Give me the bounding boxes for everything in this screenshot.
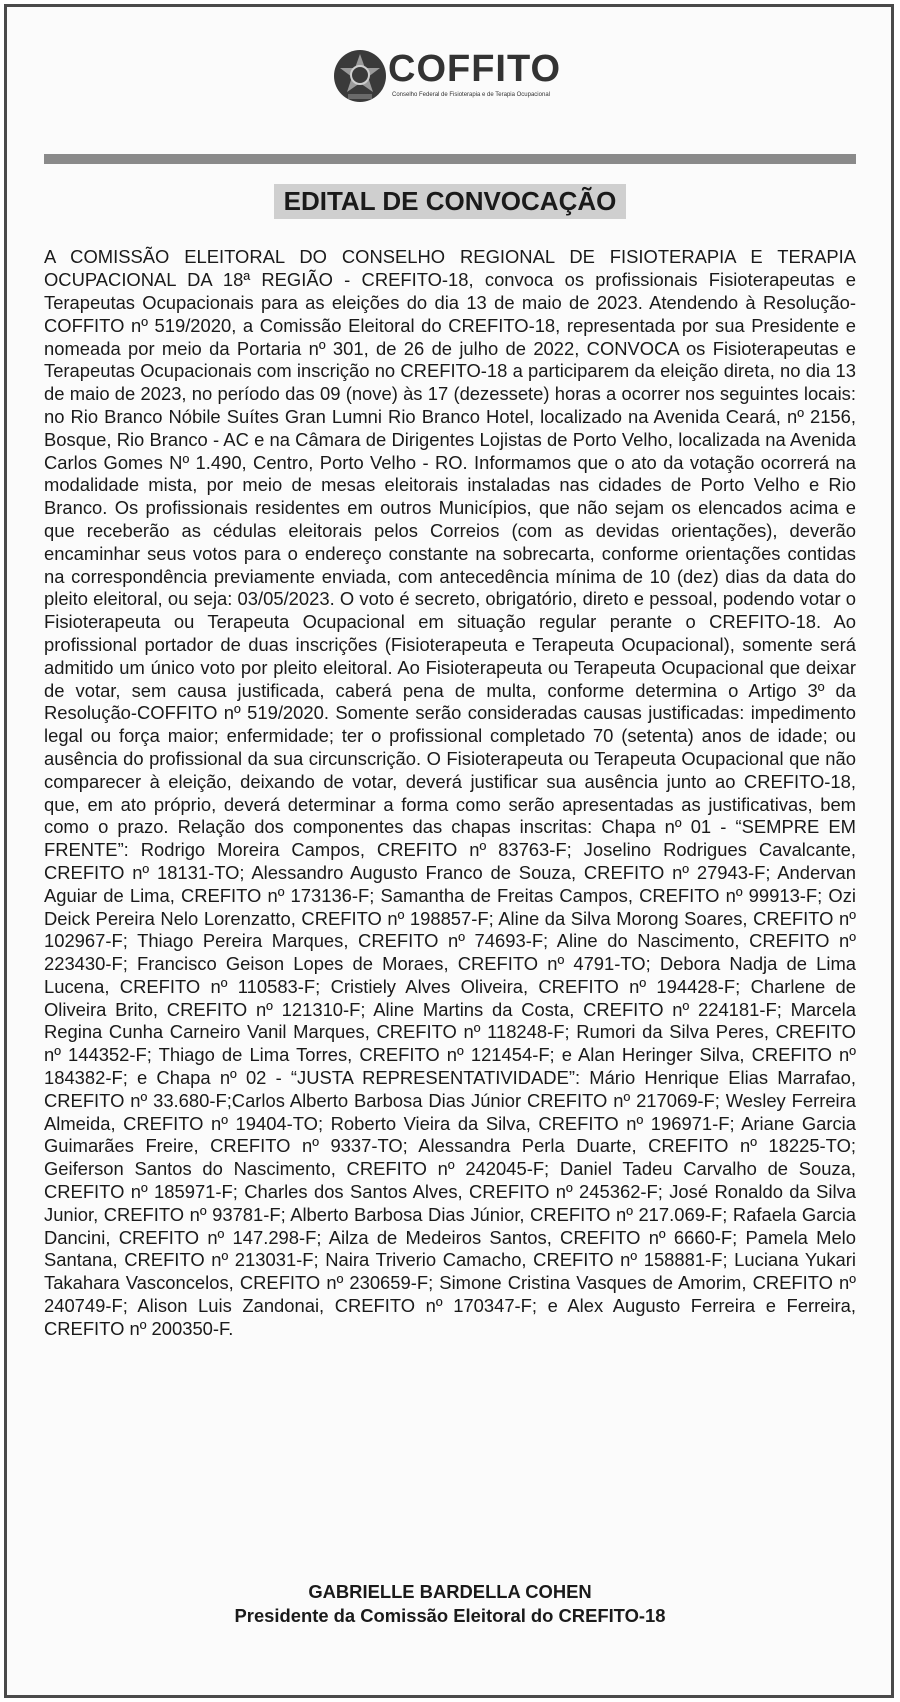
logo-wordmark: COFFITO [388, 48, 562, 90]
signature-block [0, 1580, 900, 1628]
header-rule [44, 154, 856, 164]
logo-subtitle: Conselho Federal de Fisioterapia e de Terapia Ocupacional [392, 92, 550, 98]
signatory-name: GABRIELLE BARDELLA COHEN [308, 1581, 592, 1602]
notice-body: A COMISSÃO ELEITORAL DO CONSELHO REGIONAL DE FISIOTERAPIA E TERAPIA OCUPACIONAL DA 18ª REGIÃO - CREFITO-18, convoca os profissionais Fisioterapeutas e Terapeutas Ocupacionais para as eleições do dia 13 de maio de 2023. Atendendo à Resolução-COFFITO nº 519/2020, a Comissão Eleitoral do CREFITO-18, representada por sua Presidente e nomeada por meio da Portaria nº 301, de 26 de julho de 2022, CONVOCA os Fisioterapeutas e Terapeutas Ocupacionais com inscrição no CREFITO-18 a participarem da eleição direta, no dia 13 de maio de 2023, no período das 09 (nove) às 17 (dezessete) horas a ocorrer nos seguintes locais: no Rio Branco Nóbile Suítes Gran Lumni Rio Branco Hotel, localizado na Avenida Ceará, nº 2156, Bosque, Rio Branco - AC e na Câmara de Dirigentes Lojistas de Porto Velho, localizada na Avenida Carlos Gomes Nº 1.490, Centro, Porto Velho - RO. Informamos que o ato da votação ocorrerá na modalidade mista, por meio de mesas eleitorais instaladas nas cidades de Porto Velho e Rio Branco. Os profissionais residentes em outros Municípios, que não sejam os elencados acima e que receberão as cédulas eleitorais pelos Correios (com as devidas orientações), deverão encaminhar seus votos para o endereço constante na sobrecarta, conforme orientações contidas na correspondência previamente enviada, com antecedência mínima de 10 (dez) dias da data do pleito eleitoral, ou seja: 03/05/2023. O voto é secreto, obrigatório, direto e pessoal, podendo votar o Fisioterapeuta ou Terapeuta Ocupacional em situação regular perante o CREFITO-18. Ao profissional portador de duas inscrições (Fisioterapeuta e Terapeuta Ocupacional), somente será admitido um único voto por pleito eleitoral. Ao Fisioterapeuta ou Terapeuta Ocupacional que deixar de votar, sem causa justificada, caberá pena de multa, conforme determina o Artigo 3º da Resolução-COFFITO nº 519/2020. Somente serão consideradas causas justificadas: impedimento legal ou força maior; enfermidade; ter o profissional completado 70 (setenta) anos de idade; ou ausência do profissional da sua circunscrição. O Fisioterapeuta ou Terapeuta Ocupacional que não comparecer à eleição, deixando de votar, deverá justificar sua ausência junto ao CREFITO-18, que, em ato próprio, deverá determinar a forma como serão apresentadas as justificativas, bem como o prazo. Relação dos componentes das chapas inscritas: Chapa nº 01 - “SEMPRE EM FRENTE”: Rodrigo Moreira Campos, CREFITO nº 83763-F; Joselino Rodrigues Cavalcante, CREFITO nº 18131-TO; Alessandro Augusto Franco de Souza, CREFITO nº 27943-F; Andervan Aguiar de Lima, CREFITO nº 173136-F; Samantha de Freitas Campos, CREFITO nº 99913-F; Ozi Deick Pereira Nelo Lorenzatto, CREFITO nº 198857-F; Aline da Silva Morong Soares, CREFITO nº 102967-F; Thiago Pereira Marques, CREFITO nº 74693-F; Aline do Nascimento, CREFITO nº 223430-F; Francisco Geison Lopes de Moraes, CREFITO nº 4791-TO; Debora Nadja de Lima Lucena, CREFITO nº 110583-F; Cristiely Alves Oliveira, CREFITO nº 194428-F; Charlene de Oliveira Brito, CREFITO nº 121310-F; Aline Martins da Costa, CREFITO nº 224181-F; Marcela Regina Cunha Carneiro Vanil Marques, CREFITO nº 118248-F; Rumori da Silva Peres, CREFITO nº 144352-F; Thiago de Lima Torres, CREFITO nº 121454-F; e Alan Heringer Silva, CREFITO nº 184382-F; e Chapa nº 02 - “JUSTA REPRESENTATIVIDADE”: Mário Henrique Elias Marrafao, CREFITO nº 33.680-F;Carlos Alberto Barbosa Dias Júnior CREFITO nº 217069-F; Wesley Ferreira Almeida, CREFITO nº 19404-TO; Roberto Vieira da Silva, CREFITO nº 196971-F; Ariane Garcia Guimarães Freire, CREFITO nº 9337-TO; Alessandra Perla Duarte, CREFITO nº 18225-TO; Geiferson Santos do Nascimento, CREFITO nº 242045-F; Daniel Tadeu Carvalho de Souza, CREFITO nº 185971-F; Charles dos Santos Alves, CREFITO nº 245362-F; José Ronaldo da Silva Junior, CREFITO nº 93781-F; Alberto Barbosa Dias Júnior, CREFITO nº 217.069-F; Rafaela Garcia Dancini, CREFITO nº 147.298-F; Ailza de Medeiros Santos, CREFITO nº 6660-F; Pamela Melo Santana, CREFITO nº 213031-F; Naira Triverio Camacho, CREFITO nº 158881-F; Luciana Yukari Takahara Vasconcelos, CREFITO nº 230659-F; Simone Cristina Vasques de Amorim, CREFITO nº 240749-F; Alison Luis Zandonai, CREFITO nº 170347-F; e Alex Augusto Ferreira e Ferreira, CREFITO nº 200350-F. [44, 246, 856, 1339]
notice-title: EDITAL DE CONVOCAÇÃO [274, 184, 627, 219]
signatory-role: Presidente da Comissão Eleitoral do CREFITO-18 [234, 1605, 666, 1626]
coffito-logo [332, 46, 572, 110]
coat-of-arms-icon [332, 48, 388, 104]
